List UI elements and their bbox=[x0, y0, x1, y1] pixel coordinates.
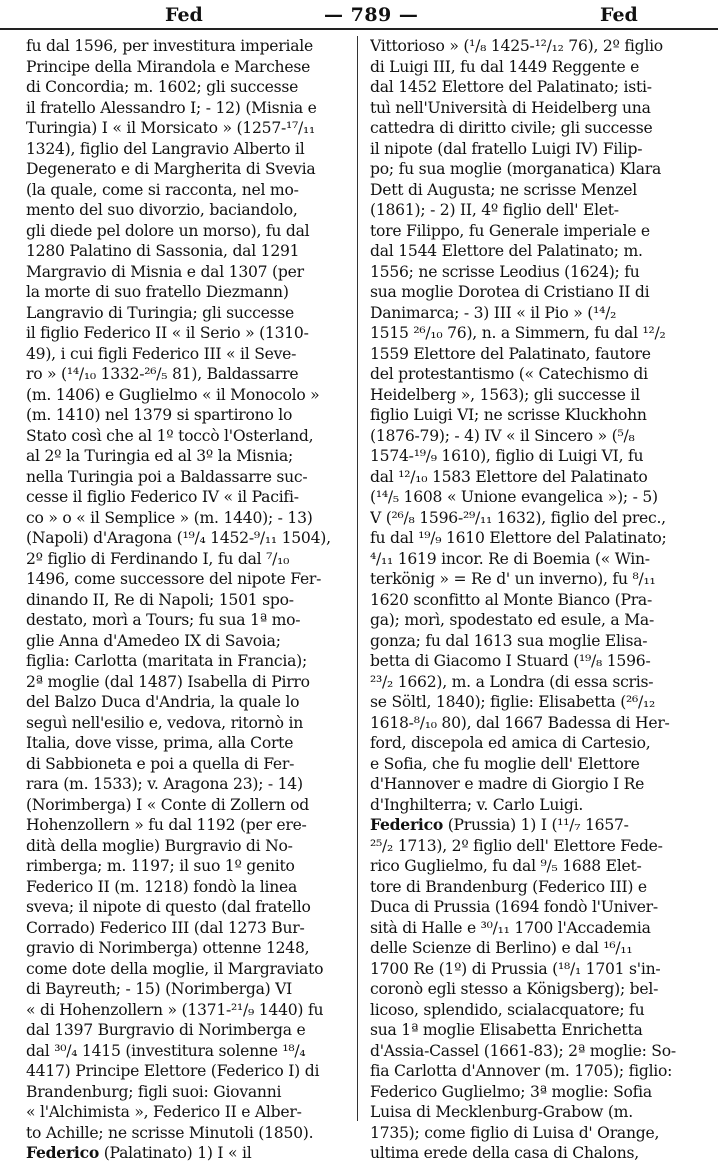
text-line: la morte di suo fratello Diezmann) bbox=[26, 283, 289, 301]
text-line: rimberga; m. 1197; il suo 1º genito bbox=[26, 857, 295, 875]
text-line: betta di Giacomo I Stuard (¹⁹/₈ 1596- bbox=[370, 652, 651, 670]
text-line: rico Guglielmo, fu dal ⁹/₅ 1688 Elet- bbox=[370, 857, 642, 875]
page-header bbox=[0, 2, 718, 30]
text-line: sità di Halle e ³⁰/₁₁ 1700 l'Accademia bbox=[370, 918, 651, 937]
text-line: figlia: Carlotta (maritata in Francia); bbox=[26, 652, 307, 670]
text-line: destato, morì a Tours; fu sua 1ª mo- bbox=[26, 611, 301, 629]
text-line: 1515 ²⁶/₁₀ 76), n. a Simmern, fu dal ¹²/₂ bbox=[370, 324, 666, 342]
page-number: — 789 — bbox=[324, 4, 419, 26]
text-line: 2ª moglie (dal 1487) Isabella di Pirro bbox=[26, 672, 310, 691]
text-line: Federico (Palatinato) 1) I « il bbox=[26, 1143, 252, 1162]
text-line: (m. 1406) e Guglielmo « il Monocolo » bbox=[26, 385, 320, 404]
text-line: to Achille; ne scrisse Minutoli (1850). bbox=[26, 1123, 314, 1142]
text-line: Principe della Mirandola e Marchese bbox=[26, 57, 311, 76]
text-line: sua 1ª moglie Elisabetta Enrichetta bbox=[370, 1021, 643, 1039]
text-line: 1620 sconfitto al Monte Bianco (Pra- bbox=[370, 590, 652, 609]
text-line: di Luigi III, fu dal 1449 Reggente e bbox=[370, 57, 640, 76]
text-line: di Bayreuth; - 15) (Norimberga) VI bbox=[26, 980, 293, 998]
text-line: di Concordia; m. 1602; gli successe bbox=[26, 78, 299, 96]
text-line: Vittorioso » (¹/₈ 1425-¹²/₁₂ 76), 2º figlio bbox=[370, 37, 663, 55]
text-line: se Söltl, 1840); figlie: Elisabetta (²⁶/₁₂ bbox=[370, 693, 656, 711]
text-line: Danimarca; - 3) III « il Pio » (¹⁴/₂ bbox=[370, 303, 617, 322]
text-line: come dote della moglie, il Margraviato bbox=[26, 959, 324, 978]
text-line: 1574-¹⁹/₉ 1610), figlio di Luigi VI, fu bbox=[370, 447, 644, 465]
text-line: Corrado) Federico III (dal 1273 Bur- bbox=[26, 918, 305, 937]
text-line: nella Turingia poi a Baldassarre suc- bbox=[26, 467, 308, 486]
text-line: ford, discepola ed amica di Cartesio, bbox=[370, 734, 651, 752]
text-line: 1324), figlio del Langravio Alberto il bbox=[26, 139, 305, 158]
text-line: d'Hannover e madre di Giorgio I Re bbox=[370, 775, 645, 793]
text-line: « di Hohenzollern » (1371-²¹/₉ 1440) fu bbox=[26, 1000, 324, 1019]
text-line: ²⁵/₂ 1713), 2º figlio dell' Elettore Fede- bbox=[370, 836, 663, 855]
text-line: 1618-⁸/₁₀ 80), dal 1667 Badessa di Her- bbox=[370, 713, 670, 732]
text-line: (m. 1410) nel 1379 si spartirono lo bbox=[26, 406, 293, 424]
text-line: il fratello Alessandro I; - 12) (Misnia e bbox=[26, 98, 317, 117]
text-line: (Napoli) d'Aragona (¹⁹/₄ 1452-⁹/₁₁ 1504), bbox=[26, 529, 331, 547]
text-line: terkönig » = Re d' un inverno), fu ⁸/₁₁ bbox=[370, 570, 656, 588]
text-line: (1876-79); - 4) IV « il Sincero » (⁵/₈ bbox=[370, 426, 635, 445]
text-line: tore di Brandenburg (Federico III) e bbox=[370, 877, 647, 896]
text-line: 1556; ne scrisse Leodius (1624); fu bbox=[370, 262, 640, 281]
text-line: tore Filippo, fu Generale imperiale e bbox=[370, 221, 650, 240]
text-line: il figlio Federico II « il Serio » (1310- bbox=[26, 324, 309, 342]
text-line: dal 1452 Elettore del Palatinato; isti- bbox=[370, 78, 652, 96]
text-line: mento del suo divorzio, baciandolo, bbox=[26, 201, 298, 219]
text-line: Heidelberg », 1563); gli successe il bbox=[370, 385, 640, 404]
text-line: fu dal ¹⁹/₉ 1610 Elettore del Palatinato; bbox=[370, 529, 667, 547]
text-line: po; fu sua moglie (morganatica) Klara bbox=[370, 160, 662, 178]
text-line: Federico Guglielmo; 3ª moglie: Sofia bbox=[370, 1082, 652, 1101]
text-line: 1559 Elettore del Palatinato, fautore bbox=[370, 344, 651, 363]
text-line: ⁴/₁₁ 1619 incor. Re di Boemia (« Win- bbox=[370, 549, 650, 568]
text-line: Brandenburg; figli suoi: Giovanni bbox=[26, 1082, 282, 1101]
text-line: 2º figlio di Ferdinando I, fu dal ⁷/₁₀ bbox=[26, 549, 290, 568]
text-line: gli diede pel dolore un morso), fu dal bbox=[26, 221, 310, 240]
text-line: d'Assia-Cassel (1661-83); 2ª moglie: So- bbox=[370, 1041, 676, 1060]
text-line: sveva; il nipote di questo (dal fratello bbox=[26, 898, 311, 916]
column-divider bbox=[357, 36, 358, 1121]
text-line: (¹⁴/₅ 1608 « Unione evangelica »); - 5) bbox=[370, 488, 658, 506]
text-line: e Sofia, che fu moglie dell' Elettore bbox=[370, 754, 640, 773]
text-line: dal ¹²/₁₀ 1583 Elettore del Palatinato bbox=[370, 467, 648, 486]
text-line: ²³/₂ 1662), m. a Londra (di essa scris- bbox=[370, 672, 654, 691]
text-line: Federico II (m. 1218) fondò la linea bbox=[26, 877, 298, 896]
text-line: glie Anna d'Amedeo IX di Savoia; bbox=[26, 631, 281, 650]
header-left-keyword: Fed bbox=[165, 4, 203, 26]
text-line: dal ³⁰/₄ 1415 (investitura solenne ¹⁸/₄ bbox=[26, 1041, 306, 1060]
text-line: V (²⁶/₈ 1596-²⁹/₁₁ 1632), figlio del prec., bbox=[370, 508, 666, 527]
text-line: dinando II, Re di Napoli; 1501 spo- bbox=[26, 590, 294, 609]
text-line: il nipote (dal fratello Luigi IV) Filip- bbox=[370, 139, 643, 158]
text-line: Italia, dove visse, prima, alla Corte bbox=[26, 734, 294, 752]
text-line: di Sabbioneta e poi a quella di Fer- bbox=[26, 754, 295, 773]
text-line: 1735); come figlio di Luisa d' Orange, bbox=[370, 1123, 660, 1142]
text-line: Dett di Augusta; ne scrisse Menzel bbox=[370, 180, 638, 199]
text-line: dal 1397 Burgravio di Norimberga e bbox=[26, 1021, 306, 1039]
text-line: Stato così che al 1º toccò l'Osterland, bbox=[26, 426, 314, 445]
text-line: figlio Luigi VI; ne scrisse Kluckhohn bbox=[370, 406, 647, 424]
text-line: Langravio di Turingia; gli successe bbox=[26, 303, 295, 322]
text-line: rara (m. 1533); v. Aragona 23); - 14) bbox=[26, 775, 303, 793]
text-line: Hohenzollern » fu dal 1192 (per ere- bbox=[26, 816, 307, 834]
text-line: cattedra di diritto civile; gli successe bbox=[370, 119, 653, 137]
text-line: d'Inghilterra; v. Carlo Luigi. bbox=[370, 795, 584, 814]
text-line: Turingia) I « il Morsicato » (1257-¹⁷/₁₁ bbox=[26, 119, 316, 137]
header-right-keyword: Fed bbox=[600, 4, 638, 26]
text-line: (1861); - 2) II, 4º figlio dell' Elet- bbox=[370, 201, 619, 219]
text-line: ga); morì, spodestato ed esule, a Ma- bbox=[370, 611, 654, 629]
text-line: « l'Alchimista », Federico II e Alber- bbox=[26, 1103, 302, 1121]
left-column bbox=[26, 36, 344, 1164]
text-line: 1496, come successore del nipote Fer- bbox=[26, 570, 322, 588]
text-line: delle Scienze di Berlino) e dal ¹⁶/₁₁ bbox=[370, 939, 633, 957]
text-line: sua moglie Dorotea di Cristiano II di bbox=[370, 283, 650, 301]
text-line: Luisa di Mecklenburg-Grabow (m. bbox=[370, 1103, 633, 1121]
text-line: 49), i cui figli Federico III « il Seve- bbox=[26, 344, 297, 363]
text-line: Margravio di Misnia e dal 1307 (per bbox=[26, 262, 304, 281]
text-line: tuì nell'Università di Heidelberg una bbox=[370, 98, 651, 117]
text-line: Degenerato e di Margherita di Svevia bbox=[26, 160, 316, 178]
text-line: gonza; fu dal 1613 sua moglie Elisa- bbox=[370, 631, 648, 650]
entry-headword: Federico bbox=[26, 1143, 99, 1162]
text-line: cesse il figlio Federico IV « il Pacifi- bbox=[26, 488, 299, 506]
text-line: gravio di Norimberga) ottenne 1248, bbox=[26, 939, 310, 957]
text-line: fia Carlotta d'Annover (m. 1705); figlio: bbox=[370, 1062, 673, 1080]
text-line: seguì nell'esilio e, vedova, ritornò in bbox=[26, 713, 304, 732]
text-line: (Norimberga) I « Conte di Zollern od bbox=[26, 795, 309, 814]
text-line: 4417) Principe Elettore (Federico I) di bbox=[26, 1062, 320, 1080]
text-line: del Balzo Duca d'Andria, la quale lo bbox=[26, 693, 300, 711]
text-line: dità della moglie) Burgravio di No- bbox=[26, 836, 293, 855]
text-line: ultima erede della casa di Chalons, bbox=[370, 1144, 639, 1162]
text-line: (la quale, come si racconta, nel mo- bbox=[26, 180, 299, 199]
text-line: co » o « il Semplice » (m. 1440); - 13) bbox=[26, 508, 313, 527]
text-line: coronò egli stesso a Königsberg); bel- bbox=[370, 980, 659, 998]
text-line: Federico (Prussia) 1) I (¹¹/₇ 1657- bbox=[370, 815, 629, 834]
text-line: al 2º la Turingia ed al 3º la Misnia; bbox=[26, 447, 293, 465]
text-line: dal 1544 Elettore del Palatinato; m. bbox=[370, 242, 643, 260]
text-line: fu dal 1596, per investitura imperiale bbox=[26, 37, 313, 55]
text-line: del protestantismo (« Catechismo di bbox=[370, 365, 648, 383]
text-line: 1280 Palatino di Sassonia, dal 1291 bbox=[26, 242, 300, 260]
text-line: licoso, splendido, scialacquatore; fu bbox=[370, 1000, 645, 1019]
right-column bbox=[370, 36, 688, 1164]
text-line: Duca di Prussia (1694 fondò l'Univer- bbox=[370, 898, 658, 916]
text-line: ro » (¹⁴/₁₀ 1332-²⁶/₅ 81), Baldassarre bbox=[26, 365, 299, 383]
text-line: 1700 Re (1º) di Prussia (¹⁸/₁ 1701 s'in- bbox=[370, 959, 661, 978]
entry-headword: Federico bbox=[370, 815, 443, 834]
